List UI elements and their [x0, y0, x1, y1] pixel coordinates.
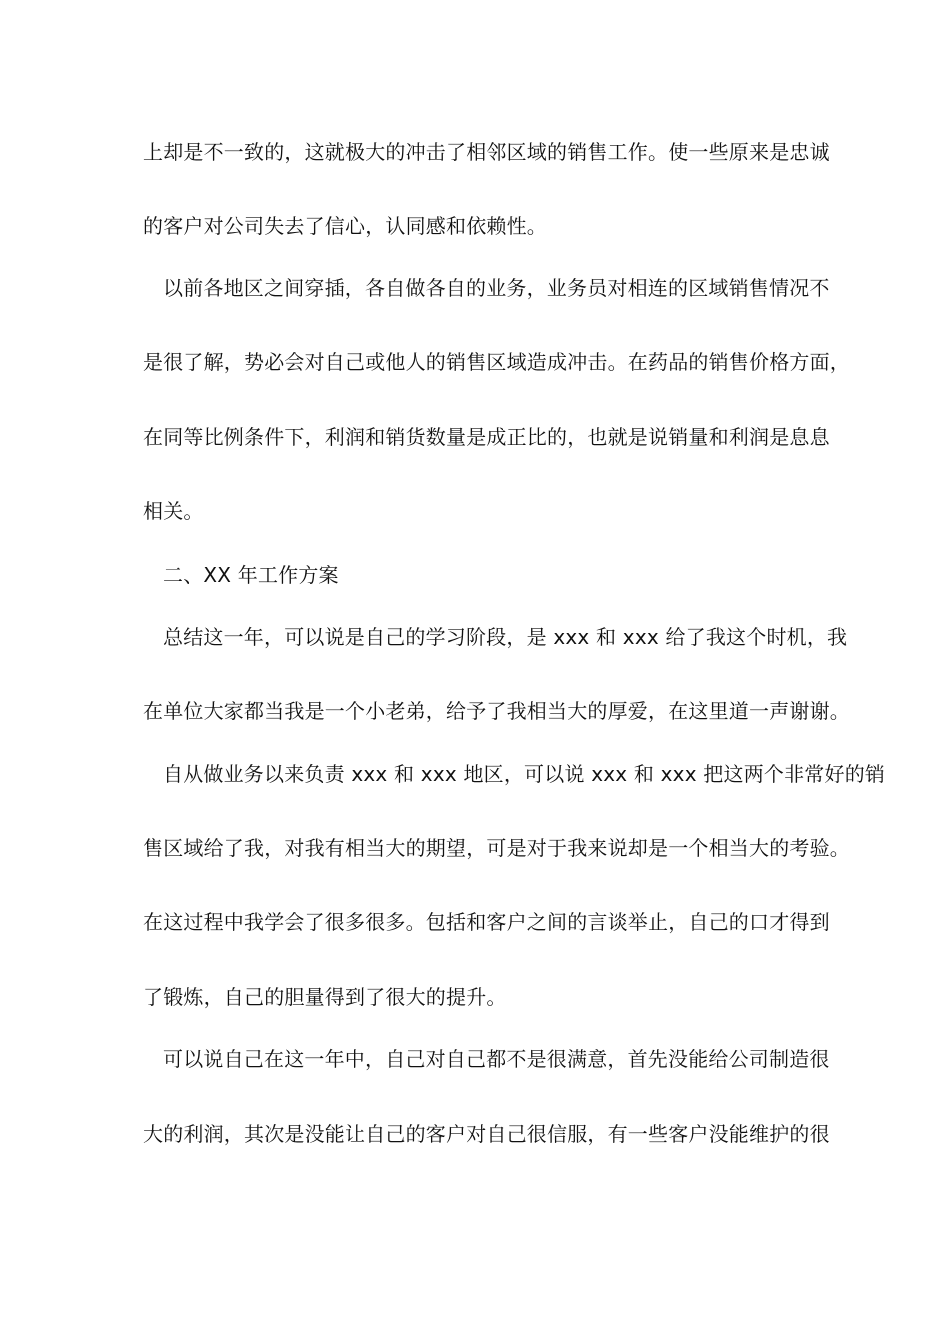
text-line: 上却是不一致的，这就极大的冲击了相邻区域的销售工作。使一些原来是忠诚 — [143, 140, 830, 164]
text-line: 可以说自己在这一年中，自己对自己都不是很满意，首先没能给公司制造很 — [163, 1047, 830, 1071]
text-line: 在单位大家都当我是一个小老弟，给予了我相当大的厚爱，在这里道一声谢谢。 — [143, 699, 850, 723]
text-line: 以前各地区之间穿插，各自做各自的业务，业务员对相连的区域销售情况不 — [163, 276, 830, 300]
text-line: 相关。 — [143, 499, 204, 523]
text-line: 在这过程中我学会了很多很多。包括和客户之间的言谈举止，自己的口才得到 — [143, 910, 830, 934]
text-line: 自从做业务以来负责 xxx 和 xxx 地区，可以说 xxx 和 xxx 把这两个非常好的销 — [163, 762, 886, 786]
text-line: 了锻炼，自己的胆量得到了很大的提升。 — [143, 985, 507, 1009]
text-line: 售区域给了我，对我有相当大的期望，可是对于我来说却是一个相当大的考验。 — [143, 836, 850, 860]
text-line: 的客户对公司失去了信心，认同感和依赖性。 — [143, 214, 547, 238]
section-heading: 二、XX 年工作方案 — [163, 563, 339, 587]
text-line: 总结这一年，可以说是自己的学习阶段，是 xxx 和 xxx 给了我这个时机，我 — [163, 625, 848, 649]
text-line: 大的利润，其次是没能让自己的客户对自己很信服，有一些客户没能维护的很 — [143, 1122, 830, 1146]
text-line: 是很了解，势必会对自己或他人的销售区域造成冲击。在药品的销售价格方面， — [143, 350, 850, 374]
text-line: 在同等比例条件下，利润和销货数量是成正比的，也就是说销量和利润是息息 — [143, 425, 830, 449]
